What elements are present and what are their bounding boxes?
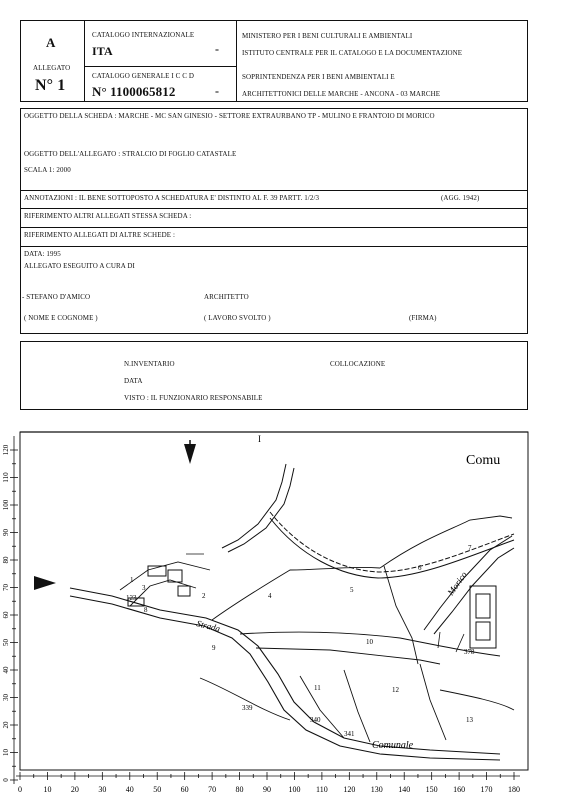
cat-gen-value: N° 1100065812 [92, 84, 176, 99]
parcel-339: 339 [242, 704, 253, 712]
map-label-comunale: Comunale [372, 740, 414, 751]
x-ruler-label: 60 [180, 785, 189, 794]
y-ruler-label: 120 [2, 444, 10, 456]
y-ruler [10, 436, 18, 784]
x-ruler-labels [18, 785, 520, 794]
annotazioni: ANNOTAZIONI : IL BENE SOTTOPOSTO A SCHEDATURA E' DISTINTO AL F. 39 PARTT. 1/2/3 [24, 194, 320, 202]
parcel-3: 3 [142, 584, 146, 592]
form-line-4 [20, 246, 528, 247]
data-field-2: DATA [124, 377, 143, 385]
soprintendenza-line-1: SOPRINTENDENZA PER I BENI AMBIENTALI E [242, 73, 395, 81]
y-ruler-label: 20 [2, 721, 10, 729]
x-ruler-label: 120 [343, 785, 356, 794]
parcel-341: 341 [344, 730, 355, 738]
form-line-2 [20, 208, 528, 209]
map-label-strada: Strada [195, 618, 222, 634]
x-ruler-label: 110 [316, 785, 328, 794]
cat-gen-dash: - [215, 84, 220, 98]
parcel-2: 2 [202, 592, 206, 600]
x-ruler-label: 170 [480, 785, 493, 794]
allegato-letter: A [46, 35, 56, 50]
parcel-13: 13 [466, 716, 473, 724]
parcel-7: 7 [468, 544, 472, 552]
x-ruler-label: 10 [43, 785, 52, 794]
scala: SCALA 1: 2000 [24, 166, 71, 174]
form-block [20, 108, 528, 334]
parcel-6: 6 [418, 564, 422, 572]
x-ruler-label: 50 [153, 785, 162, 794]
cat-int-label: CATALOGO INTERNAZIONALE [92, 31, 195, 39]
header-divider-2 [236, 20, 237, 102]
x-ruler-label: 180 [508, 785, 520, 794]
x-ruler-label: 150 [425, 785, 438, 794]
map-label-morico: Morico [445, 569, 469, 598]
parcel-4: 4 [268, 592, 272, 600]
y-ruler-label: 80 [2, 556, 10, 564]
form-line-3 [20, 227, 528, 228]
y-ruler-label: 0 [2, 778, 10, 782]
x-ruler [16, 772, 520, 780]
x-ruler-label: 140 [398, 785, 411, 794]
x-ruler-label: 20 [70, 785, 79, 794]
x-ruler-label: 40 [125, 785, 134, 794]
parcel-10: 10 [366, 638, 373, 646]
ministry-line-1: MINISTERO PER I BENI CULTURALI E AMBIENTALI [242, 32, 413, 40]
x-ruler-label: 30 [98, 785, 107, 794]
allegato-label: ALLEGATO [33, 64, 71, 72]
parcel-1: 1 [130, 576, 134, 584]
x-ruler-label: 0 [18, 785, 22, 794]
y-ruler-label: 110 [2, 472, 10, 483]
cat-int-dash: - [215, 42, 220, 56]
map-label-comu: Comu [466, 453, 501, 468]
agg-date: (AGG. 1942) [441, 194, 480, 202]
parcel-11: 11 [314, 684, 321, 692]
allegato-number: N° 1 [35, 77, 66, 94]
west-arrow-icon [34, 576, 56, 590]
parcel-340: 340 [310, 716, 321, 724]
x-ruler-label: 70 [208, 785, 217, 794]
oggetto-allegato: OGGETTO DELL'ALLEGATO : STRALCIO DI FOGLIO CATASTALE [24, 150, 237, 158]
cat-gen-label: CATALOGO GENERALE I C C D [92, 72, 195, 80]
parcel-378: 378 [464, 648, 475, 656]
y-ruler-label: 70 [2, 584, 10, 591]
lavoro-svolto-label: ( LAVORO SVOLTO ) [204, 314, 271, 322]
parcel-12: 12 [392, 686, 399, 694]
x-ruler-label: 90 [263, 785, 271, 794]
y-ruler-label: 50 [2, 639, 10, 646]
eseguito-a-cura: ALLEGATO ESEGUITO A CURA DI [24, 262, 135, 270]
visto-field: VISTO : IL FUNZIONARIO RESPONSABILE [124, 394, 263, 402]
riferimento-stessa-scheda: RIFERIMENTO ALTRI ALLEGATI STESSA SCHEDA : [24, 212, 192, 220]
oggetto-scheda: OGGETTO DELLA SCHEDA : MARCHE - MC SAN GINESIO - SETTORE EXTRAURBANO TP - MULINO E FRANTOIO DI MORICO [24, 112, 435, 120]
y-ruler-label: 100 [2, 499, 10, 511]
y-ruler-label: 60 [2, 611, 10, 619]
inventario-field: N.INVENTARIO [124, 360, 175, 368]
y-ruler-labels [2, 444, 10, 782]
x-ruler-label: 160 [453, 785, 466, 794]
y-ruler-label: 90 [2, 529, 10, 536]
author-role: ARCHITETTO [204, 293, 249, 301]
y-ruler-label: 30 [2, 694, 10, 701]
x-ruler-label: 100 [288, 785, 301, 794]
ministry-line-2: ISTITUTO CENTRALE PER IL CATALOGO E LA DOCUMENTAZIONE [242, 49, 463, 57]
form-line-1 [20, 190, 528, 191]
north-arrow-icon [184, 440, 196, 464]
author-name: - STEFANO D'AMICO [22, 293, 91, 301]
parcel-5: 5 [350, 586, 354, 594]
x-ruler-label: 130 [370, 785, 383, 794]
cat-int-value: ITA [92, 44, 113, 58]
svg-text:I: I [258, 434, 261, 444]
firma-label: (FIRMA) [409, 314, 437, 322]
cadastral-map [0, 420, 582, 800]
y-ruler-label: 40 [2, 666, 10, 674]
parcel-8: 8 [144, 606, 148, 614]
x-ruler-label: 80 [235, 785, 244, 794]
y-ruler-label: 10 [2, 749, 10, 756]
header-hdivider [84, 66, 236, 67]
header-divider-1 [84, 20, 85, 102]
riferimento-altre-schede: RIFERIMENTO ALLEGATI DI ALTRE SCHEDE : [24, 231, 175, 239]
parcel-123: 123 [126, 594, 137, 602]
collocazione-field: COLLOCAZIONE [330, 360, 386, 368]
parcel-9: 9 [212, 644, 216, 652]
soprintendenza-line-2: ARCHITETTONICI DELLE MARCHE - ANCONA - 03 MARCHE [242, 90, 441, 98]
inventory-block [20, 341, 528, 410]
nome-cognome-label: ( NOME E COGNOME ) [24, 314, 98, 322]
data-field: DATA: 1995 [24, 250, 61, 258]
